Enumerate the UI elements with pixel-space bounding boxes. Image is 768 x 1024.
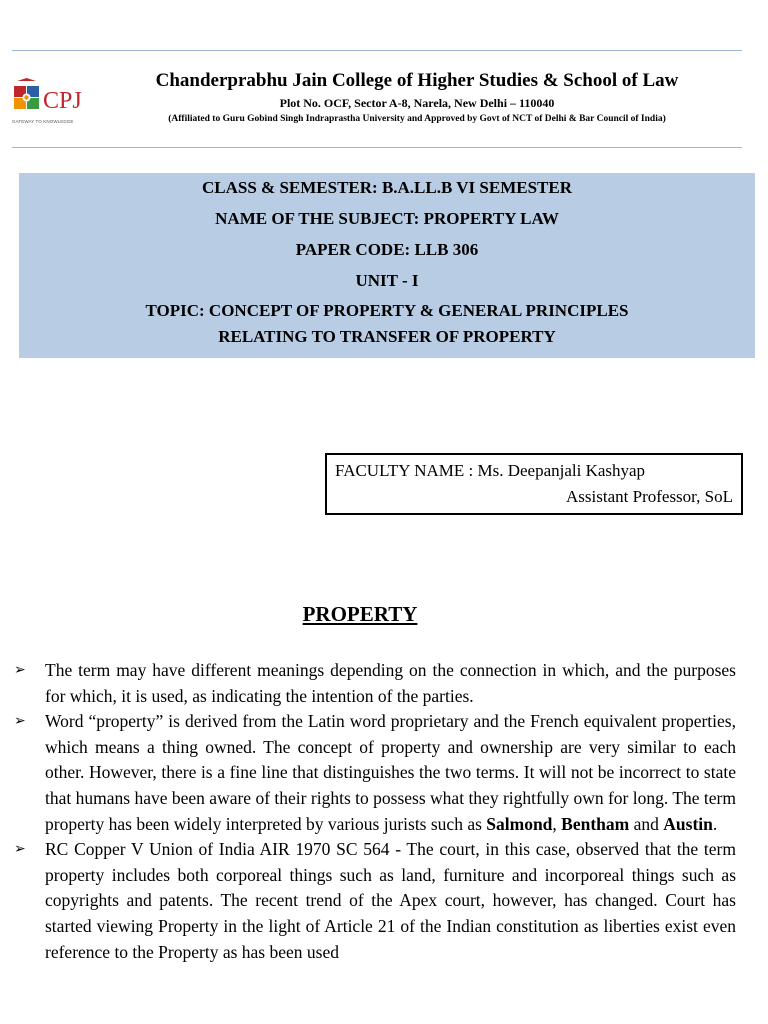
header-top-rule [12,50,742,51]
bullet-text: RC Copper V Union of India AIR 1970 SC 564 - The court, in this case, observed that the term property includes both corporeal things such as land, furniture and incorporeal things such as copyrights and patents. The recent trend of the Apex court, however, has changed. Court has started viewing Property in the light of Article 21 of the Indian constitution as liberties exist even reference to the Property as has been used [45,839,736,962]
faculty-box [325,453,743,515]
college-affiliation: (Affiliated to Guru Gobind Singh Indraprastha University and Approved by Govt of NCT of Delhi & Bar Council of India) [168,114,666,124]
course-info-box [19,173,755,358]
logo-text: CPJ [43,88,82,114]
separator-text: , [552,813,562,834]
list-item [14,837,736,965]
header-bottom-rule [12,147,742,148]
separator-text: and [629,813,664,834]
topic-line-1: TOPIC: CONCEPT OF PROPERTY & GENERAL PRINCIPLES [145,301,629,320]
college-logo [12,78,102,128]
topic-line-2: RELATING TO TRANSFER OF PROPERTY [218,327,556,346]
section-heading: PROPERTY [302,602,418,626]
arrow-bullet-icon: ➢ [14,841,26,858]
logo-tagline: GATEWAY TO KNOWLEDGE [12,119,74,124]
arrow-bullet-icon: ➢ [14,662,26,678]
period-text: . [712,813,718,834]
arrow-bullet-icon: ➢ [14,713,26,730]
faculty-name: FACULTY NAME : Ms. Deepanjali Kashyap [335,461,646,480]
college-name: Chanderprabhu Jain College of Higher Studies & School of Law [155,70,679,91]
jurist-name: Austin [663,813,713,834]
subject-name: NAME OF THE SUBJECT: PROPERTY LAW [215,209,559,228]
cpj-logo-icon [12,78,102,118]
unit-label: UNIT - I [355,271,419,290]
bullet-text: Word “property” is derived from the Latin word proprietary and the French equivalent properties, which means a thing owned. The concept of property and ownership are very similar to each other. However, there is a fine line that distinguishes the two terms. It will not be incorrect to state that humans have been aware of their rights to possess what they rightfully own for long. The term property has been widely interpreted by various jurists such as [45,711,736,834]
list-item [14,658,736,709]
bullet-text: The term may have different meanings depending on the connection in which, and the purposes for which, it is used, as indicating the intention of the parties. [45,660,736,706]
paper-code: PAPER CODE: LLB 306 [295,240,479,259]
faculty-designation: Assistant Professor, SoL [566,487,733,506]
class-semester: CLASS & SEMESTER: B.A.LL.B VI SEMESTER [201,178,572,197]
college-address: Plot No. OCF, Sector A-8, Narela, New Delhi – 110040 [279,96,555,110]
bullet-list [14,658,736,965]
list-item [14,709,736,837]
jurist-name: Bentham [561,813,630,834]
jurist-name: Salmond [486,813,553,834]
